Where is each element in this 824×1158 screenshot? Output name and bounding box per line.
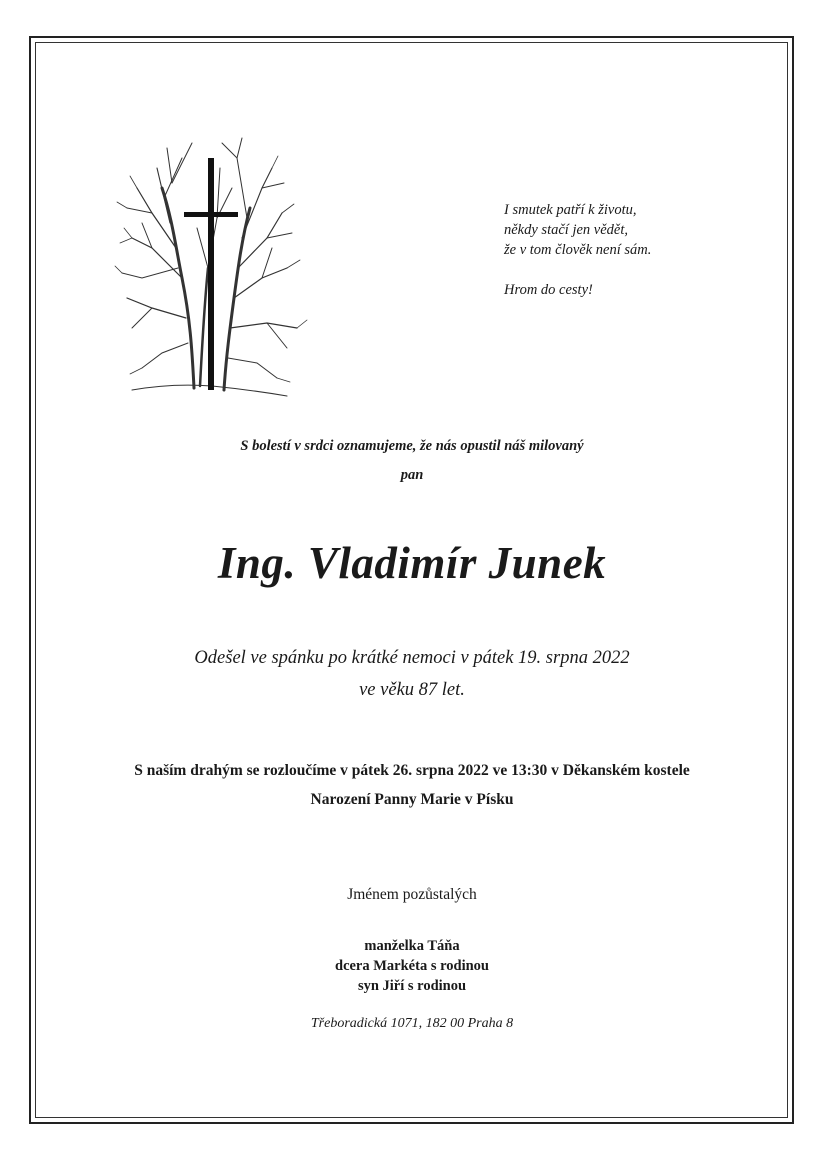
address: Třeboradická 1071, 182 00 Praha 8 <box>310 1016 514 1031</box>
mourners-list <box>0 936 824 996</box>
death-line: Odešel ve spánku po krátké nemoci v pátek 19. srpna 2022 <box>194 648 630 668</box>
mourner-name: syn Jiří s rodinou <box>357 978 467 994</box>
tree-with-cross-icon <box>112 128 312 403</box>
poem-farewell: Hrom do cesty! <box>504 282 593 298</box>
poem-line: někdy stačí jen vědět, <box>504 222 628 238</box>
announcement-title: pan <box>400 467 424 483</box>
age-line: ve věku 87 let. <box>359 680 465 700</box>
announcement-line: S bolestí v srdci oznamujeme, že nás opustil náš milovaný <box>240 438 584 454</box>
mourners-heading: Jménem pozůstalých <box>347 886 477 903</box>
ceremony-line-2: Narození Panny Marie v Písku <box>310 791 514 808</box>
poem <box>504 200 651 300</box>
mourner-name: manželka Táňa <box>364 938 460 954</box>
mourner-name: dcera Markéta s rodinou <box>335 958 489 974</box>
deceased-name: Ing. Vladimír Junek <box>217 538 607 588</box>
ceremony-line-1: S naším drahým se rozloučíme v pátek 26. srpna 2022 ve 13:30 v Děkanském kostele <box>134 762 690 779</box>
poem-line: I smutek patří k životu, <box>504 202 637 218</box>
poem-line: že v tom člověk není sám. <box>504 242 652 258</box>
